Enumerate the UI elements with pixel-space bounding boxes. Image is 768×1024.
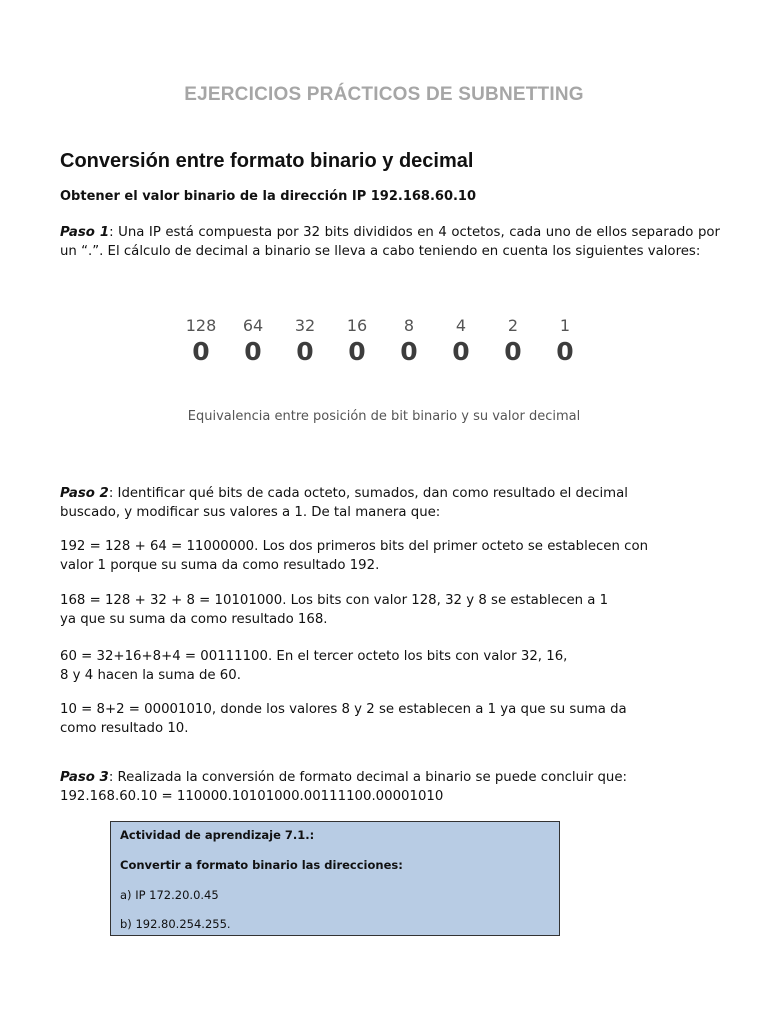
bit-weight: 8 [403,316,415,335]
bit-weight: 4 [455,316,467,335]
bit-weight: 128 [185,316,217,335]
step2-line2: buscado, y modificar sus valores a 1. De tal manera que: [60,504,441,520]
activity-box [110,821,560,936]
bit-column [331,316,383,366]
bit-weight: 16 [346,316,368,335]
bit-value: 0 [244,337,262,366]
step3-result: 192.168.60.10 = 110000.10101000.00111100.00001010 [60,788,444,804]
bit-column [539,316,591,366]
bit-weight: 32 [294,316,316,335]
activity-item-b: b) 192.80.254.255. [120,917,231,931]
bit-value: 0 [296,337,314,366]
activity-item-a: a) IP 172.20.0.45 [120,888,219,902]
octet-line2: valor 1 porque su suma da como resultado 192. [60,557,380,573]
activity-title: Actividad de aprendizaje 7.1.: [120,828,315,842]
bit-column [279,316,331,366]
document-title: EJERCICIOS PRÁCTICOS DE SUBNETTING [184,84,584,105]
bit-value: 0 [348,337,366,366]
bit-column [487,316,539,366]
step1-paragraph [60,224,720,261]
step2-line1: : Identificar qué bits de cada octeto, sumados, dan como resultado el decimal [108,486,628,501]
bit-value: 0 [504,337,522,366]
step3-line1: : Realizada la conversión de formato decimal a binario se puede concluir que: [108,770,627,785]
exercise-subtitle: Obtener el valor binario de la dirección IP 192.168.60.10 [60,189,477,204]
bit-weight: 2 [507,316,519,335]
bit-column [435,316,487,366]
octet-line1: 10 = 8+2 = 00001010, donde los valores 8 y 2 se establecen a 1 ya que su suma da [60,702,627,717]
bit-column [175,316,227,366]
step3-label: Paso 3 [60,770,109,785]
bit-column [383,316,435,366]
bit-value: 0 [452,337,470,366]
octet-line1: 168 = 128 + 32 + 8 = 10101000. Los bits con valor 128, 32 y 8 se establecen a 1 [60,593,609,608]
bit-value: 0 [400,337,418,366]
bit-weight: 1 [559,316,571,335]
bit-weight: 64 [242,316,264,335]
bit-value: 0 [556,337,574,366]
octet-paragraph [60,538,720,575]
step2-label: Paso 2 [60,486,109,501]
step2-paragraph [60,485,720,522]
octet-paragraph [60,648,720,685]
section-heading: Conversión entre formato binario y decimal [60,150,474,172]
step1-text: : Una IP está compuesta por 32 bits divididos en 4 octetos, cada uno de ellos separado por un “.”. El cálculo de decimal a binario se lleva a cabo teniendo en cuenta los siguientes valores: [60,225,720,259]
activity-instruction: Convertir a formato binario las direcciones: [120,858,403,872]
bit-value: 0 [192,337,210,366]
octet-line2: 8 y 4 hacen la suma de 60. [60,667,241,683]
figure-caption: Equivalencia entre posición de bit binario y su valor decimal [187,409,581,424]
octet-line2: como resultado 10. [60,720,189,736]
octet-paragraph [60,701,720,738]
octet-paragraph [60,592,720,629]
octet-line2: ya que su suma da como resultado 168. [60,611,328,627]
octet-line1: 192 = 128 + 64 = 11000000. Los dos primeros bits del primer octeto se establecen con [60,539,649,554]
bit-column [227,316,279,366]
octet-line1: 60 = 32+16+8+4 = 00111100. En el tercer octeto los bits con valor 32, 16, [60,649,568,664]
step1-label: Paso 1 [60,225,110,240]
step3-paragraph [60,769,720,806]
